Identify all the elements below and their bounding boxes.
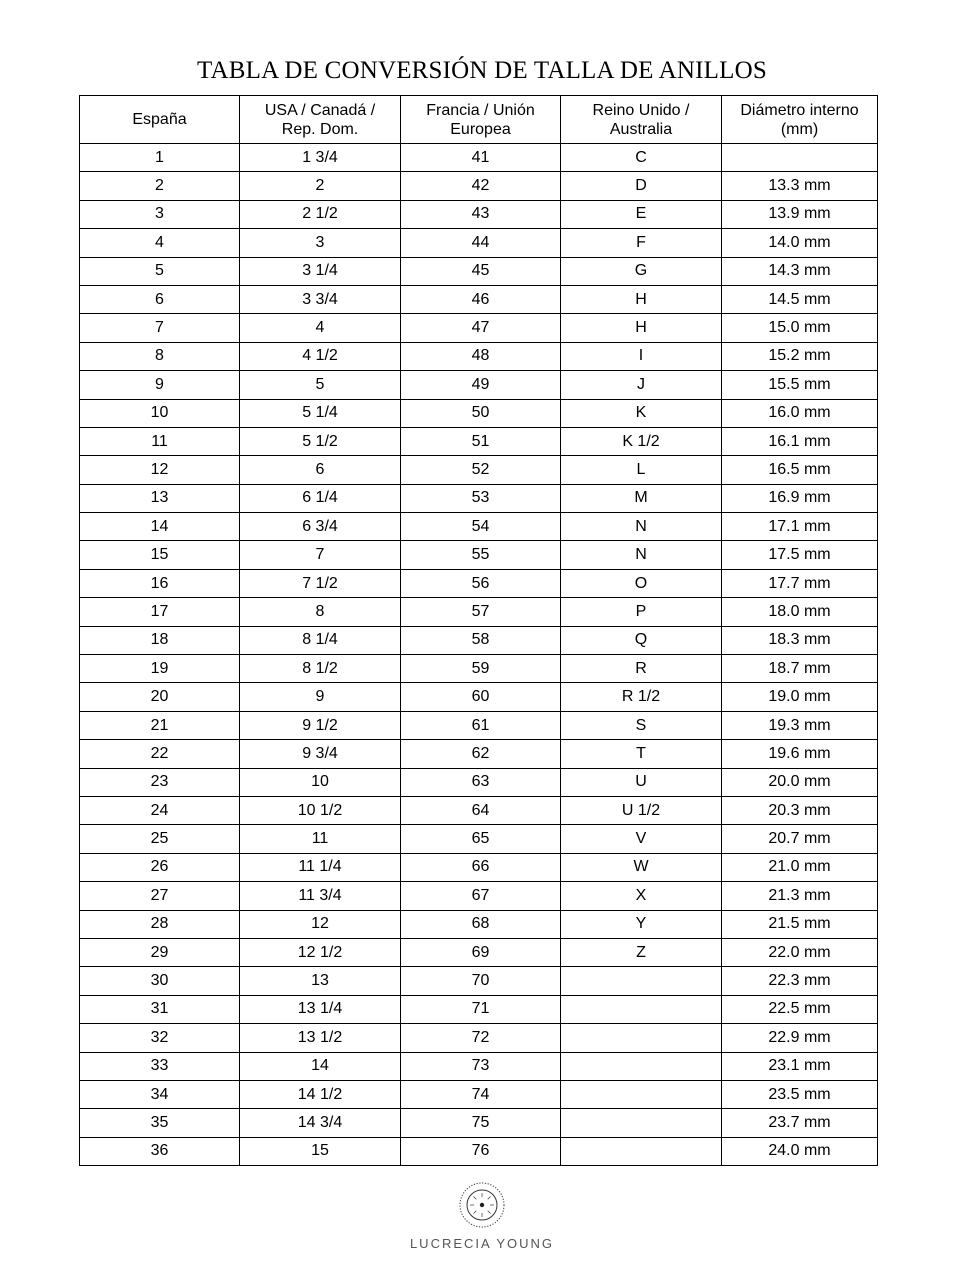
cell-espana: 19 [80, 655, 240, 683]
cell-usa-canada: 4 [240, 314, 401, 342]
cell-diametro: 19.3 mm [722, 711, 878, 739]
cell-reino-unido: N [561, 541, 722, 569]
cell-diametro: 13.9 mm [722, 200, 878, 228]
cell-francia-ue: 45 [401, 257, 561, 285]
header-espana: España [80, 96, 240, 144]
cell-espana: 36 [80, 1137, 240, 1165]
cell-diametro: 14.5 mm [722, 285, 878, 313]
cell-espana: 33 [80, 1052, 240, 1080]
cell-usa-canada: 5 1/2 [240, 427, 401, 455]
cell-diametro: 16.9 mm [722, 484, 878, 512]
cell-francia-ue: 69 [401, 938, 561, 966]
cell-reino-unido [561, 1137, 722, 1165]
cell-espana: 6 [80, 285, 240, 313]
footer [0, 1180, 964, 1251]
cell-diametro: 19.0 mm [722, 683, 878, 711]
cell-francia-ue: 44 [401, 229, 561, 257]
cell-diametro: 22.0 mm [722, 938, 878, 966]
cell-espana: 15 [80, 541, 240, 569]
cell-usa-canada: 7 [240, 541, 401, 569]
cell-usa-canada: 13 1/2 [240, 1024, 401, 1052]
cell-francia-ue: 64 [401, 796, 561, 824]
cell-usa-canada: 13 [240, 967, 401, 995]
table-row [80, 1080, 878, 1108]
cell-reino-unido: U [561, 768, 722, 796]
cell-diametro: 21.3 mm [722, 882, 878, 910]
cell-francia-ue: 58 [401, 626, 561, 654]
cell-diametro: 20.7 mm [722, 825, 878, 853]
cell-francia-ue: 68 [401, 910, 561, 938]
cell-reino-unido: Y [561, 910, 722, 938]
cell-reino-unido: R 1/2 [561, 683, 722, 711]
cell-francia-ue: 59 [401, 655, 561, 683]
cell-espana: 10 [80, 399, 240, 427]
cell-diametro: 19.6 mm [722, 740, 878, 768]
cell-reino-unido: X [561, 882, 722, 910]
cell-espana: 13 [80, 484, 240, 512]
cell-espana: 26 [80, 853, 240, 881]
cell-reino-unido: K [561, 399, 722, 427]
table-row [80, 513, 878, 541]
cell-reino-unido [561, 967, 722, 995]
cell-espana: 16 [80, 569, 240, 597]
cell-usa-canada: 3 [240, 229, 401, 257]
cell-usa-canada: 3 1/4 [240, 257, 401, 285]
cell-reino-unido [561, 995, 722, 1023]
cell-diametro: 18.7 mm [722, 655, 878, 683]
cell-usa-canada: 3 3/4 [240, 285, 401, 313]
cell-francia-ue: 51 [401, 427, 561, 455]
cell-usa-canada: 6 1/4 [240, 484, 401, 512]
cell-reino-unido: I [561, 342, 722, 370]
cell-usa-canada: 8 1/4 [240, 626, 401, 654]
header-usa-canada: USA / Canadá / Rep. Dom. [240, 96, 401, 144]
table-row [80, 399, 878, 427]
cell-francia-ue: 55 [401, 541, 561, 569]
header-reino-unido: Reino Unido / Australia [561, 96, 722, 144]
cell-francia-ue: 41 [401, 144, 561, 172]
table-row [80, 371, 878, 399]
cell-diametro: 15.5 mm [722, 371, 878, 399]
cell-reino-unido: N [561, 513, 722, 541]
cell-diametro: 21.0 mm [722, 853, 878, 881]
table-row [80, 456, 878, 484]
table-row [80, 740, 878, 768]
table-row [80, 427, 878, 455]
table-row [80, 1109, 878, 1137]
cell-espana: 27 [80, 882, 240, 910]
table-body [80, 144, 878, 1166]
cell-reino-unido: D [561, 172, 722, 200]
cell-francia-ue: 53 [401, 484, 561, 512]
table-row [80, 882, 878, 910]
cell-reino-unido [561, 1109, 722, 1137]
cell-espana: 18 [80, 626, 240, 654]
cell-francia-ue: 48 [401, 342, 561, 370]
cell-francia-ue: 43 [401, 200, 561, 228]
cell-reino-unido: Z [561, 938, 722, 966]
table-row [80, 541, 878, 569]
table-row [80, 938, 878, 966]
cell-usa-canada: 6 [240, 456, 401, 484]
brand-name: LUCRECIA YOUNG [409, 1236, 555, 1251]
table-row [80, 257, 878, 285]
cell-diametro: 13.3 mm [722, 172, 878, 200]
cell-diametro: 16.0 mm [722, 399, 878, 427]
cell-usa-canada: 5 [240, 371, 401, 399]
cell-francia-ue: 73 [401, 1052, 561, 1080]
cell-usa-canada: 14 [240, 1052, 401, 1080]
cell-usa-canada: 11 [240, 825, 401, 853]
cell-diametro: 15.0 mm [722, 314, 878, 342]
cell-diametro: 17.1 mm [722, 513, 878, 541]
cell-francia-ue: 56 [401, 569, 561, 597]
cell-reino-unido [561, 1052, 722, 1080]
cell-diametro: 24.0 mm [722, 1137, 878, 1165]
cell-francia-ue: 54 [401, 513, 561, 541]
cell-francia-ue: 47 [401, 314, 561, 342]
cell-diametro: 15.2 mm [722, 342, 878, 370]
header-diametro: Diámetro interno (mm) [722, 96, 878, 144]
cell-usa-canada: 9 1/2 [240, 711, 401, 739]
cell-espana: 31 [80, 995, 240, 1023]
cell-francia-ue: 71 [401, 995, 561, 1023]
cell-espana: 8 [80, 342, 240, 370]
cell-espana: 28 [80, 910, 240, 938]
cell-francia-ue: 60 [401, 683, 561, 711]
table-row [80, 825, 878, 853]
cell-diametro: 21.5 mm [722, 910, 878, 938]
cell-usa-canada: 15 [240, 1137, 401, 1165]
cell-reino-unido [561, 1080, 722, 1108]
cell-francia-ue: 49 [401, 371, 561, 399]
cell-usa-canada: 5 1/4 [240, 399, 401, 427]
cell-reino-unido: M [561, 484, 722, 512]
table-row [80, 1052, 878, 1080]
table-row [80, 683, 878, 711]
cell-diametro [722, 144, 878, 172]
cell-diametro: 17.5 mm [722, 541, 878, 569]
cell-reino-unido: L [561, 456, 722, 484]
cell-reino-unido: F [561, 229, 722, 257]
cell-espana: 29 [80, 938, 240, 966]
cell-usa-canada: 13 1/4 [240, 995, 401, 1023]
cell-usa-canada: 10 [240, 768, 401, 796]
table-row [80, 655, 878, 683]
cell-usa-canada: 12 [240, 910, 401, 938]
cell-espana: 17 [80, 598, 240, 626]
cell-usa-canada: 9 [240, 683, 401, 711]
cell-reino-unido: O [561, 569, 722, 597]
cell-diametro: 23.1 mm [722, 1052, 878, 1080]
cell-reino-unido: G [561, 257, 722, 285]
cell-diametro: 14.0 mm [722, 229, 878, 257]
cell-espana: 11 [80, 427, 240, 455]
cell-diametro: 17.7 mm [722, 569, 878, 597]
table-header-row [80, 96, 878, 144]
cell-espana: 22 [80, 740, 240, 768]
cell-reino-unido [561, 1024, 722, 1052]
cell-francia-ue: 66 [401, 853, 561, 881]
cell-espana: 35 [80, 1109, 240, 1137]
cell-usa-canada: 14 1/2 [240, 1080, 401, 1108]
cell-diametro: 22.5 mm [722, 995, 878, 1023]
cell-espana: 3 [80, 200, 240, 228]
cell-reino-unido: S [561, 711, 722, 739]
cell-espana: 24 [80, 796, 240, 824]
cell-reino-unido: J [561, 371, 722, 399]
cell-francia-ue: 50 [401, 399, 561, 427]
table-row [80, 484, 878, 512]
cell-diametro: 18.3 mm [722, 626, 878, 654]
table-row [80, 229, 878, 257]
cell-espana: 25 [80, 825, 240, 853]
cell-espana: 30 [80, 967, 240, 995]
cell-francia-ue: 61 [401, 711, 561, 739]
cell-francia-ue: 46 [401, 285, 561, 313]
cell-usa-canada: 4 1/2 [240, 342, 401, 370]
cell-usa-canada: 8 [240, 598, 401, 626]
cell-diametro: 22.3 mm [722, 967, 878, 995]
cell-usa-canada: 7 1/2 [240, 569, 401, 597]
cell-diametro: 16.1 mm [722, 427, 878, 455]
cell-diametro: 23.7 mm [722, 1109, 878, 1137]
cell-usa-canada: 10 1/2 [240, 796, 401, 824]
cell-usa-canada: 9 3/4 [240, 740, 401, 768]
cell-espana: 1 [80, 144, 240, 172]
table-row [80, 285, 878, 313]
page-title: TABLA DE CONVERSIÓN DE TALLA DE ANILLOS [197, 57, 767, 84]
cell-francia-ue: 65 [401, 825, 561, 853]
table-row [80, 200, 878, 228]
cell-reino-unido: K 1/2 [561, 427, 722, 455]
table-row [80, 995, 878, 1023]
table-row [80, 1024, 878, 1052]
cell-espana: 21 [80, 711, 240, 739]
cell-espana: 23 [80, 768, 240, 796]
cell-diametro: 14.3 mm [722, 257, 878, 285]
cell-usa-canada: 14 3/4 [240, 1109, 401, 1137]
cell-francia-ue: 72 [401, 1024, 561, 1052]
cell-espana: 2 [80, 172, 240, 200]
cell-reino-unido: E [561, 200, 722, 228]
cell-diametro: 16.5 mm [722, 456, 878, 484]
cell-reino-unido: V [561, 825, 722, 853]
cell-reino-unido: R [561, 655, 722, 683]
cell-reino-unido: T [561, 740, 722, 768]
cell-usa-canada: 6 3/4 [240, 513, 401, 541]
cell-reino-unido: H [561, 314, 722, 342]
table-row [80, 342, 878, 370]
cell-reino-unido: Q [561, 626, 722, 654]
cell-francia-ue: 62 [401, 740, 561, 768]
cell-francia-ue: 52 [401, 456, 561, 484]
table-row [80, 172, 878, 200]
table-row [80, 853, 878, 881]
cell-espana: 34 [80, 1080, 240, 1108]
table-row [80, 910, 878, 938]
table-row [80, 1137, 878, 1165]
cell-reino-unido: U 1/2 [561, 796, 722, 824]
cell-espana: 32 [80, 1024, 240, 1052]
cell-francia-ue: 67 [401, 882, 561, 910]
table-row [80, 768, 878, 796]
cell-diametro: 20.0 mm [722, 768, 878, 796]
cell-espana: 9 [80, 371, 240, 399]
cell-usa-canada: 8 1/2 [240, 655, 401, 683]
cell-francia-ue: 74 [401, 1080, 561, 1108]
cell-usa-canada: 2 [240, 172, 401, 200]
cell-reino-unido: W [561, 853, 722, 881]
sun-circle-logo-icon [457, 1180, 507, 1230]
cell-usa-canada: 12 1/2 [240, 938, 401, 966]
cell-francia-ue: 42 [401, 172, 561, 200]
header-francia-ue: Francia / Unión Europea [401, 96, 561, 144]
table-row [80, 144, 878, 172]
cell-usa-canada: 11 1/4 [240, 853, 401, 881]
cell-espana: 20 [80, 683, 240, 711]
cell-francia-ue: 70 [401, 967, 561, 995]
cell-reino-unido: P [561, 598, 722, 626]
table-row [80, 626, 878, 654]
cell-diametro: 23.5 mm [722, 1080, 878, 1108]
table-row [80, 711, 878, 739]
cell-usa-canada: 11 3/4 [240, 882, 401, 910]
cell-francia-ue: 57 [401, 598, 561, 626]
cell-francia-ue: 75 [401, 1109, 561, 1137]
cell-reino-unido: C [561, 144, 722, 172]
cell-diametro: 20.3 mm [722, 796, 878, 824]
cell-reino-unido: H [561, 285, 722, 313]
cell-espana: 12 [80, 456, 240, 484]
table-row [80, 569, 878, 597]
cell-espana: 14 [80, 513, 240, 541]
cell-francia-ue: 63 [401, 768, 561, 796]
cell-espana: 7 [80, 314, 240, 342]
cell-diametro: 22.9 mm [722, 1024, 878, 1052]
ring-size-table [79, 95, 878, 1166]
table-row [80, 796, 878, 824]
table-row [80, 598, 878, 626]
cell-usa-canada: 2 1/2 [240, 200, 401, 228]
cell-francia-ue: 76 [401, 1137, 561, 1165]
cell-espana: 5 [80, 257, 240, 285]
table-row [80, 967, 878, 995]
table-row [80, 314, 878, 342]
cell-usa-canada: 1 3/4 [240, 144, 401, 172]
cell-espana: 4 [80, 229, 240, 257]
cell-diametro: 18.0 mm [722, 598, 878, 626]
